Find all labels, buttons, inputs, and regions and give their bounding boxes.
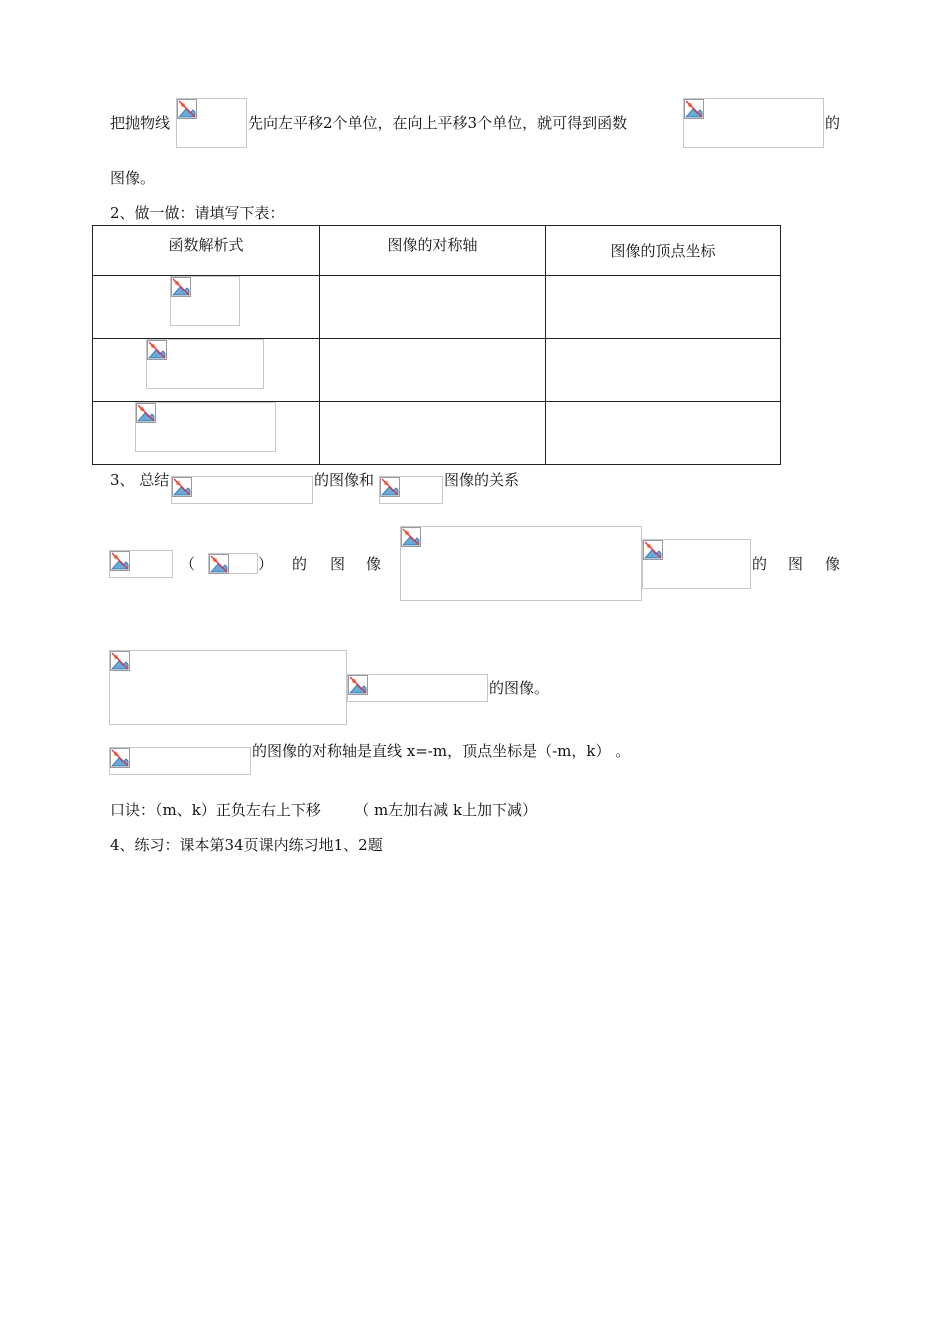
row2-suffix: 的图像。: [489, 679, 550, 697]
formula-image: [400, 526, 642, 601]
mnemonic: 口诀：（m、k）正负左右上下移 （ m左加右减 k上加下减）: [110, 801, 538, 819]
broken-image-icon: [209, 554, 229, 574]
broken-image-icon: [643, 540, 663, 560]
row1-end-de: 的: [752, 555, 768, 573]
formula-image: [208, 553, 258, 574]
section4: 4、练习：课本第34页课内练习地1、2题: [110, 836, 383, 854]
row1-de: 的: [292, 555, 308, 573]
broken-image-icon: [172, 477, 192, 497]
para1-middle: 先向左平移2个单位，在向上平移3个单位，就可得到函数: [248, 114, 628, 132]
table-cell-axis[interactable]: [320, 339, 546, 402]
header-expression: 函数解析式: [168, 236, 244, 254]
broken-image-icon: [177, 99, 197, 119]
section3-mid: 的图像和: [314, 471, 375, 489]
broken-image-icon: [110, 651, 130, 671]
row3-suffix: 的图像的对称轴是直线 x=-m，顶点坐标是（-m，k） 。: [252, 742, 631, 760]
formula-image: [171, 476, 313, 504]
paren-open: （: [180, 555, 196, 573]
formula-image: [109, 747, 251, 775]
formula-image: [135, 402, 276, 452]
table-header: [93, 226, 320, 276]
table-header: [546, 226, 781, 276]
broken-image-icon: [684, 99, 704, 119]
table-cell-vertex[interactable]: [546, 339, 781, 402]
row1-xiang: 像: [366, 555, 382, 573]
formula-image: [347, 674, 488, 702]
broken-image-icon: [110, 748, 130, 768]
table-cell-axis[interactable]: [320, 276, 546, 339]
header-vertex: 图像的顶点坐标: [610, 242, 716, 260]
para1-suffix: 的: [825, 114, 841, 132]
formula-image: [176, 98, 247, 148]
header-axis: 图像的对称轴: [387, 236, 478, 254]
formula-image: [170, 276, 240, 326]
formula-image: [109, 550, 173, 578]
broken-image-icon: [136, 403, 156, 423]
broken-image-icon: [147, 340, 167, 360]
formula-image: [109, 650, 347, 725]
formula-image: [379, 476, 443, 504]
row1-tu: 图: [330, 555, 346, 573]
section3-suffix: 图像的关系: [444, 471, 520, 489]
section2-title: 2、做一做：请填写下表：: [110, 204, 285, 222]
broken-image-icon: [348, 675, 368, 695]
broken-image-icon: [110, 551, 130, 571]
table-cell-axis[interactable]: [320, 402, 546, 465]
para1-line2: 图像。: [110, 169, 156, 187]
broken-image-icon: [171, 277, 191, 297]
table-header: [320, 226, 546, 276]
section3-prefix: 3、 总结: [110, 471, 170, 489]
table-cell-vertex[interactable]: [546, 276, 781, 339]
formula-image: [146, 339, 264, 389]
para1-prefix: 把抛物线: [110, 114, 171, 132]
formula-image: [642, 539, 751, 589]
row1-end-tu: 图: [788, 555, 804, 573]
formula-image: [683, 98, 824, 148]
broken-image-icon: [401, 527, 421, 547]
table-cell-vertex[interactable]: [546, 402, 781, 465]
broken-image-icon: [380, 477, 400, 497]
paren-close: ）: [258, 555, 274, 573]
row1-end-xiang: 像: [825, 555, 841, 573]
